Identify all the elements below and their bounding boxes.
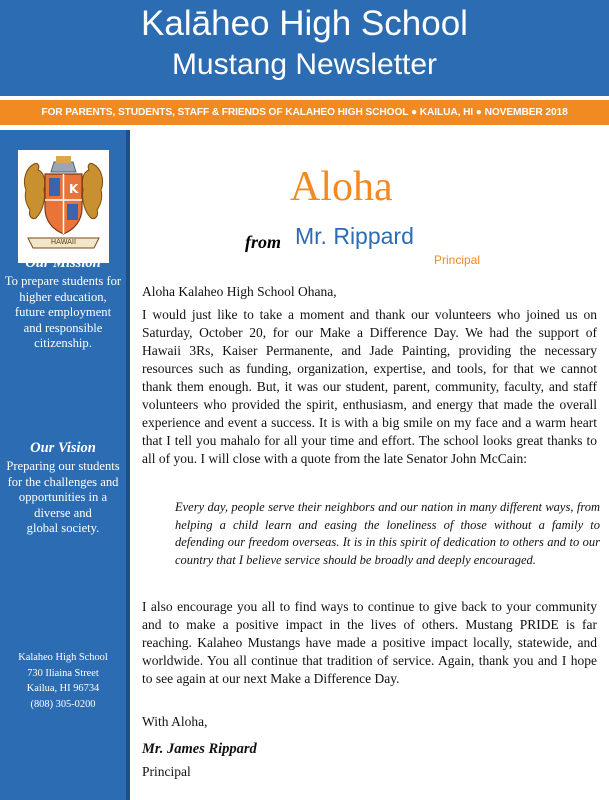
vision-text: Preparing our students for the challenges and opportunities in a diverse and global society. xyxy=(6,459,120,536)
letter-paragraph-2: I also encourage you all to find ways to continue to give back to your community and to make a positive impact in the lives of others. Mustang PRIDE is far reaching. Kalaheo Mustangs have made a positive impact locally, statewide, and worldwide. You all continue that tradition of service. Again, thank you and I hope to see again at our next Make a Difference Day. xyxy=(142,599,597,686)
newsletter-subtitle: Mustang Newsletter xyxy=(171,48,438,81)
author-title: Principal xyxy=(434,253,481,267)
tagline-bar: FOR PARENTS, STUDENTS, STAFF & FRIENDS OF KALAHEO HIGH SCHOOL ● KAILUA, HI ● NOVEMBER 2018 xyxy=(0,100,609,125)
letter-paragraph-1: I would just like to take a moment and thank our volunteers who joined us on Saturday, October 20, for our Make a Difference Day. We had the support of Hawaii 3Rs, Kaiser Permanente, and Jade Painting, providing the necessary resources such as funding, organization, expertise, and tools, for that we cannot thank them enough. But, it was our student, parent, community, faculty, and staff volunteers who provided the spirit, enthusiasm, and energy that made the overall experience and event a success. It is with a big smile on my face and a warm heart that I tell you mahalo for all your time and effort. The school looks great thanks to all of you. I will close with a quote from the late Senator John McCain: xyxy=(142,307,597,466)
sidebar xyxy=(0,130,128,800)
salutation: Aloha Kalaheo High School Ohana, xyxy=(142,284,337,299)
author-heading: Mr. Rippard xyxy=(295,223,414,249)
from-label: from xyxy=(245,232,281,252)
crest-banner-text: HAWAII xyxy=(50,238,77,246)
mission-text: To prepare students for higher education, future employment and responsible citizenship. xyxy=(4,274,122,351)
newsletter-title: Kalāheo High School xyxy=(141,4,468,43)
mccain-quote: Every day, people serve their neighbors and our nation in many different ways, from helping a child learn and easing the loneliness of those without a family to defending our freedom overseas. It is in this spirit of dedication to others and to our country that I believe service should be broadly and deeply encouraged. xyxy=(175,500,600,567)
signature-title: Principal xyxy=(142,764,191,779)
signature-name: Mr. James Rippard xyxy=(142,741,257,757)
vision-heading: Our Vision xyxy=(30,440,96,456)
masthead xyxy=(0,0,609,96)
school-crest-icon xyxy=(18,150,109,263)
school-contact: Kalaheo High School 730 Iliaina Street Kailua, HI 96734 (808) 305-0200 xyxy=(18,652,108,710)
closing: With Aloha, xyxy=(142,714,208,729)
svg-text:K: K xyxy=(69,182,79,196)
letter-heading: Aloha xyxy=(290,164,393,210)
mission-heading: Our Mission xyxy=(25,255,101,271)
sidebar-accent-stripe xyxy=(126,130,130,800)
